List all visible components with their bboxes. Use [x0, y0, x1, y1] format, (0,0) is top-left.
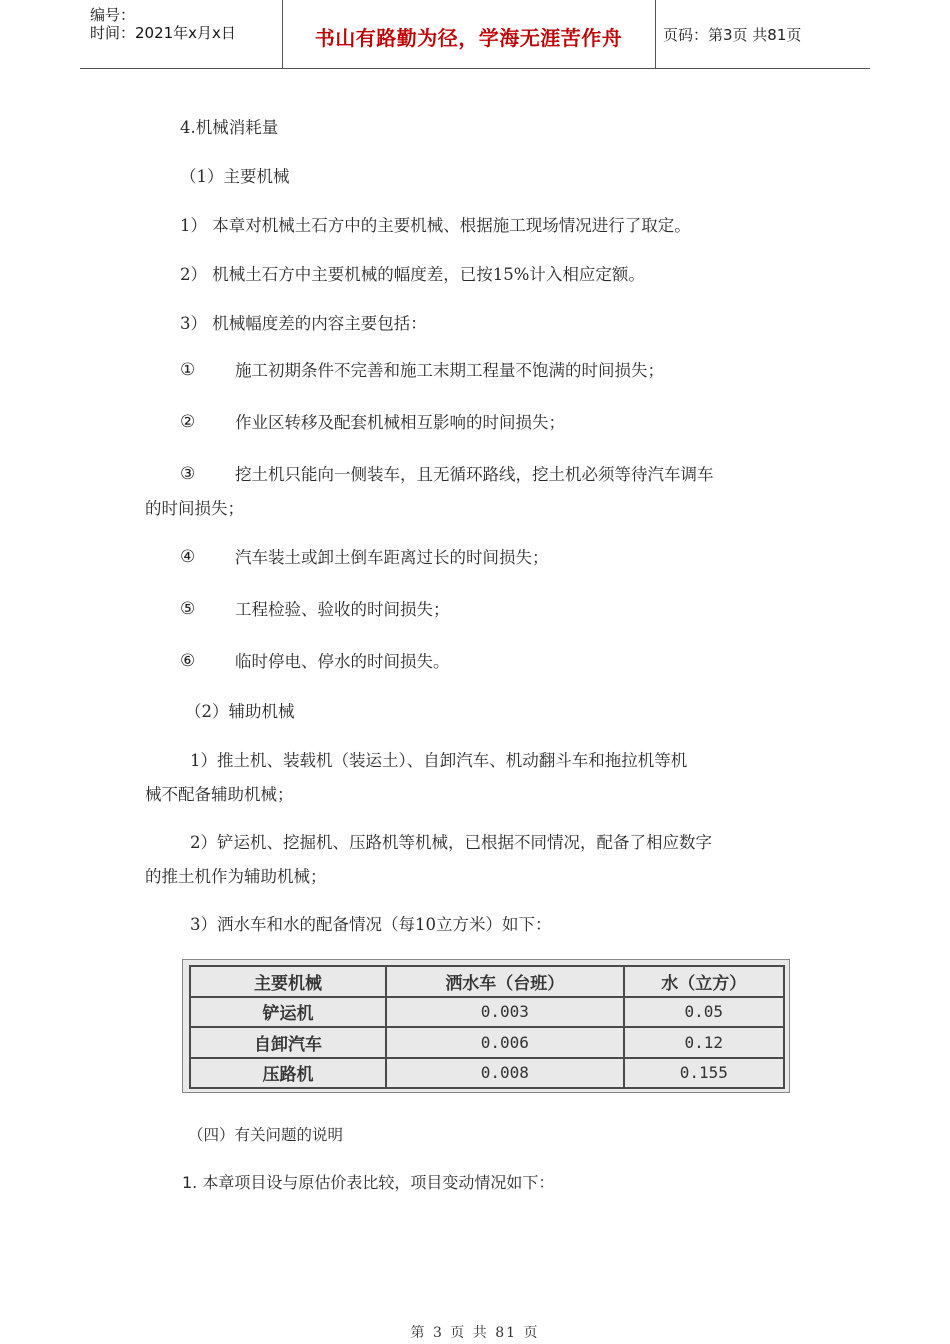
table-header-cell: 水（立方） [624, 966, 784, 997]
list-item-number: ④ [180, 547, 196, 567]
paragraph: 1. 本章项目设与原估价表比较，项目变动情况如下： [182, 1173, 555, 1192]
paragraph: 3）洒水车和水的配备情况（每10立方米）如下： [190, 915, 552, 934]
table-cell: 铲运机 [190, 997, 386, 1028]
table-header-cell: 洒水车（台班） [386, 966, 624, 997]
table-cell: 0.05 [624, 997, 784, 1028]
list-item-number: ② [180, 412, 196, 432]
paragraph-continuation: 械不配备辅助机械； [145, 785, 294, 804]
table-row [190, 1058, 784, 1089]
water-truck-table [182, 959, 790, 1093]
section-title: 4.机械消耗量 [180, 118, 279, 137]
water-truck-table-grid [189, 965, 785, 1089]
table-cell: 0.155 [624, 1058, 784, 1089]
header-motto: 书山有路勤为径，学海无涯苦作舟 [314, 26, 623, 50]
paragraph: 1）推土机、装载机（装运土）、自卸汽车、机动翻斗车和拖拉机等机 [190, 751, 688, 770]
list-item: 汽车装土或卸土倒车距离过长的时间损失； [235, 548, 549, 567]
table-cell: 压路机 [190, 1058, 386, 1089]
paragraph: 2） 机械土石方中主要机械的幅度差，已按15%计入相应定额。 [180, 265, 645, 284]
paragraph: 3） 机械幅度差的内容主要包括： [180, 314, 427, 333]
table-header-row [190, 966, 784, 997]
header-meta-cell [80, 0, 283, 68]
list-item-number: ⑥ [180, 651, 196, 671]
time-label: 时间：2021年x月x日 [90, 24, 236, 42]
paragraph: 1） 本章对机械土石方中的主要机械、根据施工现场情况进行了取定。 [180, 216, 691, 235]
table-row [190, 1027, 784, 1058]
table-cell: 0.006 [386, 1027, 624, 1058]
list-item: 临时停电、停水的时间损失。 [235, 652, 450, 671]
table-header-cell: 主要机械 [190, 966, 386, 997]
table-cell: 0.008 [386, 1058, 624, 1089]
page-footer: 第 3 页 共 81 页 [410, 1325, 540, 1341]
list-item: 工程检验、验收的时间损失； [235, 600, 450, 619]
page-header [80, 0, 870, 69]
list-item: 挖土机只能向一侧装车，且无循环路线，挖土机必须等待汽车调车 [235, 465, 714, 484]
list-item: 施工初期条件不完善和施工末期工程量不饱满的时间损失； [235, 361, 664, 380]
paragraph: 2）铲运机、挖掘机、压路机等机械，已根据不同情况，配备了相应数字 [190, 833, 712, 852]
paragraph-continuation: 的推土机作为辅助机械； [145, 867, 327, 886]
table-cell: 0.003 [386, 997, 624, 1028]
section-title-notes: （四）有关问题的说明 [188, 1126, 344, 1144]
table-cell: 自卸汽车 [190, 1027, 386, 1058]
list-item-number: ⑤ [180, 599, 196, 619]
list-item-continuation: 的时间损失； [145, 499, 244, 518]
table-row [190, 997, 784, 1028]
header-page-cell [655, 0, 870, 68]
table-cell: 0.12 [624, 1027, 784, 1058]
subsection-title-main-machinery: （1）主要机械 [180, 167, 290, 186]
subsection-title-auxiliary-machinery: （2）辅助机械 [185, 702, 295, 721]
list-item-number: ③ [180, 464, 196, 484]
serial-label: 编号： [90, 6, 136, 24]
header-page-number: 页码：第3页 共81页 [663, 26, 802, 44]
header-motto-cell [282, 0, 656, 68]
list-item: 作业区转移及配套机械相互影响的时间损失； [235, 413, 565, 432]
list-item-number: ① [180, 360, 196, 380]
